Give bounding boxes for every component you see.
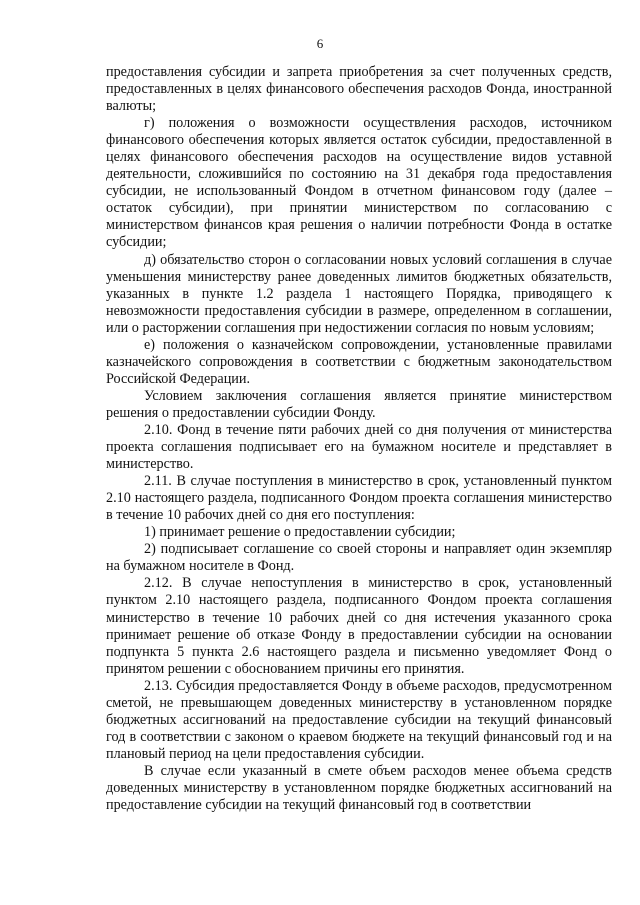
paragraph-2-11: 2.11. В случае поступления в министерство в срок, установленный пунктом 2.10 настоящего раздела, подписанного Фондом проекта соглашения министерство в течение 10 рабочих дней со дня его поступления: [106, 473, 612, 524]
paragraph-item-g: г) положения о возможности осуществления расходов, источником финансового обеспечения которых является остаток субсидии, предоставленной в целях финансового обеспечения расходов на осуществление видов уставной деятельности, сложившийся по состоянию на 31 декабря года предоставления субсидии, не использованный Фондом в отчетном финансовом году (далее – остаток субсидии), при принятии министерством по согласованию с министерством финансов края решения о наличии потребности Фонда в остатке субсидии; [106, 115, 612, 251]
paragraph-2-11-item-2: 2) подписывает соглашение со своей стороны и направляет один экземпляр на бумажном носителе в Фонд. [106, 541, 612, 575]
paragraph-final: В случае если указанный в смете объем расходов менее объема средств доведенных министерству в установленном порядке бюджетных ассигнований на предоставление субсидии на текущий финансовый год в соответствии [106, 762, 612, 814]
paragraph-item-d: д) обязательство сторон о согласовании новых условий соглашения в случае уменьшения министерству ранее доведенных лимитов бюджетных обязательств, указанных в пункте 1.2 раздела 1 настоящего Порядка, приводящего к невозможности предоставления субсидии в размере, определенном в соглашении, или о расторжении соглашения при недостижении согласия по новым условиям; [106, 251, 612, 336]
paragraph-condition: Условием заключения соглашения является принятие министерством решения о предоставлении субсидии Фонду. [106, 387, 612, 421]
paragraph-2-10: 2.10. Фонд в течение пяти рабочих дней со дня получения от министерства проекта соглашения подписывает его на бумажном носителе и представляет в министерство. [106, 421, 612, 473]
document-body [106, 64, 612, 814]
paragraph-2-11-item-1: 1) принимает решение о предоставлении субсидии; [144, 524, 456, 541]
paragraph-continuation: предоставления субсидии и запрета приобретения за счет полученных средств, предоставленных в целях финансового обеспечения расходов Фонда, иностранной валюты; [106, 64, 612, 115]
paragraph-2-13: 2.13. Субсидия предоставляется Фонду в объеме расходов, предусмотренном сметой, не превышающем доведенных министерству в установленном порядке бюджетных ассигнований на предоставление субсидии на текущий финансовый год в соответствии с законом о краевом бюджете на текущий финансовый год и на плановый период на цели предоставления субсидии. [106, 677, 612, 762]
paragraph-item-e: е) положения о казначейском сопровождении, установленные правилами казначейского сопровождения в соответствии с бюджетным законодательством Российской Федерации. [106, 336, 612, 387]
paragraph-2-12: 2.12. В случае непоступления в министерство в срок, установленный пунктом 2.10 настоящего раздела, подписанного Фондом проекта соглашения министерство в течение 10 рабочих дней со дня истечения указанного срока принимает решение об отказе Фонду в предоставлении субсидии на основании подпункта 5 пункта 2.6 настоящего раздела и письменно уведомляет Фонд о принятом решении с обоснованием причины его принятия. [106, 575, 612, 677]
page-number: 6 [316, 36, 324, 51]
